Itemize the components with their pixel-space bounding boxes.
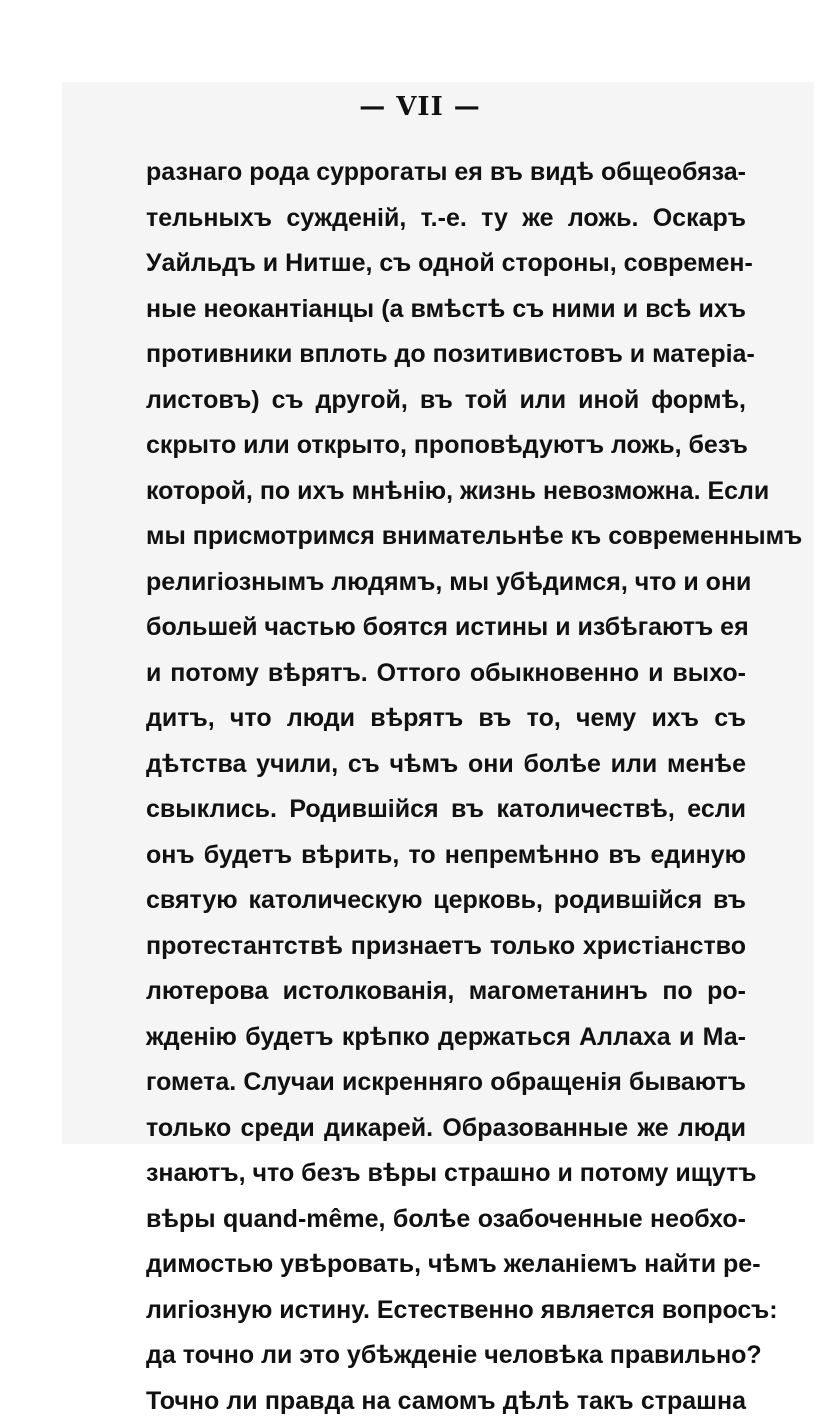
text-line: и потому вѣрятъ. Оттого обыкновенно и выхо- <box>146 651 746 697</box>
text-line: разнаго рода суррогаты ея въ видѣ общеобяза- <box>146 150 746 196</box>
text-line: вѣры quand-même, болѣе озабоченные необхо- <box>146 1197 746 1243</box>
text-line: жденію будетъ крѣпко держаться Аллаха и Ма- <box>146 1015 746 1061</box>
text-line: знаютъ, что безъ вѣры страшно и потому ищутъ <box>146 1151 746 1197</box>
text-line: дѣтства учили, съ чѣмъ они болѣе или менѣе <box>146 742 746 788</box>
text-line: ные неокантіанцы (а вмѣстѣ съ ними и всѣ ихъ <box>146 287 746 333</box>
text-line: тельныхъ сужденій, т.-е. ту же ложь. Оскаръ <box>146 196 746 242</box>
text-line: которой, по ихъ мнѣнію, жизнь невозможна. Если <box>146 469 746 515</box>
page-number: — VII — <box>0 92 840 122</box>
text-line: дитъ, что люди вѣрятъ въ то, чему ихъ съ <box>146 696 746 742</box>
text-line: свыклись. Родившійся въ католичествѣ, если <box>146 787 746 833</box>
text-line: лигіозную истину. Естественно является вопросъ: <box>146 1288 746 1334</box>
text-line: онъ будетъ вѣрить, то непремѣнно въ единую <box>146 833 746 879</box>
text-line: да точно ли это убѣжденіе человѣка правильно? <box>146 1333 746 1379</box>
text-line: противники вплоть до позитивистовъ и матеріа- <box>146 332 746 378</box>
text-line: святую католическую церковь, родившійся въ <box>146 878 746 924</box>
text-line: только среди дикарей. Образованные же люди <box>146 1106 746 1152</box>
text-line: скрыто или открыто, проповѣдуютъ ложь, безъ <box>146 423 746 469</box>
text-line: лютерова истолкованія, магометанинъ по ро- <box>146 969 746 1015</box>
text-line: Уайльдъ и Нитше, съ одной стороны, современ- <box>146 241 746 287</box>
text-line: протестантствѣ признаетъ только христіанство <box>146 924 746 970</box>
text-line: мы присмотримся внимательнѣе къ современнымъ <box>146 514 746 560</box>
text-line: гомета. Случаи искренняго обращенія бываютъ <box>146 1060 746 1106</box>
text-line: большей частью боятся истины и избѣгаютъ ея <box>146 605 746 651</box>
text-line: религіознымъ людямъ, мы убѣдимся, что и они <box>146 560 746 606</box>
body-text <box>146 150 746 1424</box>
text-line: Точно ли правда на самомъ дѣлѣ такъ страшна <box>146 1379 746 1424</box>
text-line: листовъ) съ другой, въ той или иной формѣ, <box>146 378 746 424</box>
text-line: димостью увѣровать, чѣмъ желаніемъ найти ре- <box>146 1242 746 1288</box>
